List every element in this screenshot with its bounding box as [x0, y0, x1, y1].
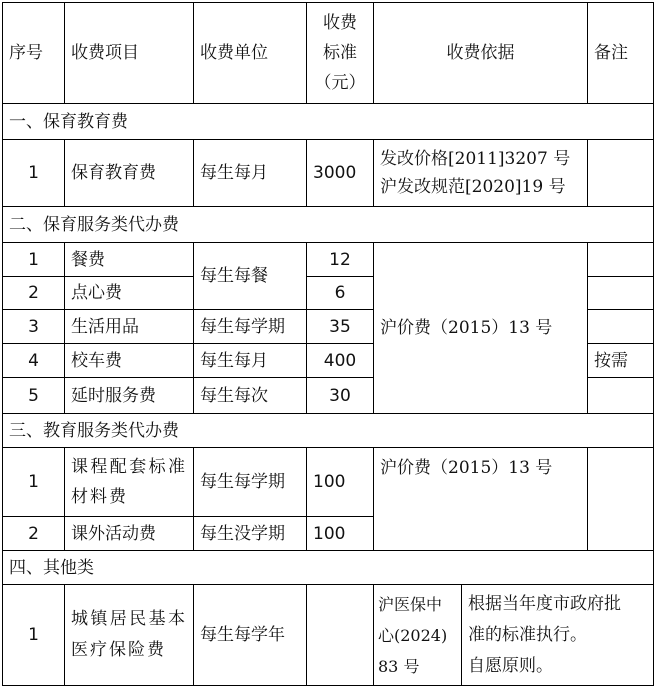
section-title: 一、保育教育费: [3, 104, 654, 140]
header-row: [3, 3, 654, 104]
row-remark: [462, 585, 654, 686]
section-title: 三、教育服务类代办费: [3, 414, 654, 448]
header-basis: 收费依据: [374, 3, 588, 104]
row-item: 课外活动费: [65, 517, 194, 551]
section-title: 二、保育服务类代办费: [3, 207, 654, 243]
row-unit: 每生每月: [194, 140, 307, 207]
row-standard: 35: [307, 310, 374, 344]
row-item: 课程配套标准材料费: [65, 448, 194, 517]
row-seq: 1: [3, 448, 65, 517]
row-seq: 1: [3, 585, 65, 686]
row-basis-l2: 心(2024): [378, 625, 448, 645]
row-item: 校车费: [65, 344, 194, 378]
row-remark: [588, 140, 654, 207]
row-seq: 1: [3, 140, 65, 207]
header-standard-l1: 收费: [323, 13, 357, 33]
row-standard: 30: [307, 378, 374, 414]
row-standard: 3000: [307, 140, 374, 207]
header-seq: 序号: [3, 3, 65, 104]
row-unit: 每生每学期: [194, 310, 307, 344]
row-remark: [588, 448, 654, 551]
row-seq: 3: [3, 310, 65, 344]
row-basis-merged: 沪价费（2015）13 号: [374, 448, 588, 551]
row-item: 城镇居民基本医疗保险费: [65, 585, 194, 686]
row-seq: 2: [3, 277, 65, 310]
row-item: 餐费: [65, 243, 194, 277]
header-item: 收费项目: [65, 3, 194, 104]
row-unit: 每生没学期: [194, 517, 307, 551]
header-standard: [307, 3, 374, 104]
header-remark: 备注: [588, 3, 654, 104]
row-item: 延时服务费: [65, 378, 194, 414]
row-item: 点心费: [65, 277, 194, 310]
row-remark: [588, 378, 654, 414]
header-standard-l3: （元）: [314, 73, 366, 93]
section-row: [3, 207, 654, 243]
section-row: [3, 414, 654, 448]
row-unit: 每生每月: [194, 344, 307, 378]
row-seq: 4: [3, 344, 65, 378]
row-basis: [374, 585, 462, 686]
row-standard: 100: [307, 448, 374, 517]
row-seq: 5: [3, 378, 65, 414]
fee-table: [2, 2, 654, 686]
section-row: [3, 104, 654, 140]
row-basis-l3: 83 号: [378, 656, 420, 676]
row-standard: 400: [307, 344, 374, 378]
row-standard: 100: [307, 517, 374, 551]
header-standard-l2: 标准: [323, 43, 357, 63]
row-standard: [307, 585, 374, 686]
row-item: 保育教育费: [65, 140, 194, 207]
row-basis-l1: 发改价格[2011]3207 号: [380, 149, 571, 169]
row-unit-merged: 每生每餐: [194, 243, 307, 310]
section-row: [3, 551, 654, 585]
row-standard: 12: [307, 243, 374, 277]
table-row: [3, 140, 654, 207]
row-remark-l2: 准的标准执行。: [468, 624, 587, 645]
row-remark: [588, 310, 654, 344]
row-seq: 1: [3, 243, 65, 277]
row-basis: [374, 140, 588, 207]
row-standard: 6: [307, 277, 374, 310]
header-unit: 收费单位: [194, 3, 307, 104]
row-remark: [588, 277, 654, 310]
row-item: 生活用品: [65, 310, 194, 344]
row-unit: 每生每学期: [194, 448, 307, 517]
table-row: [3, 448, 654, 517]
row-seq: 2: [3, 517, 65, 551]
table-row: [3, 585, 654, 686]
row-remark: [588, 243, 654, 277]
row-basis-merged: 沪价费（2015）13 号: [374, 243, 588, 414]
row-remark-l1: 根据当年度市政府批: [468, 593, 621, 614]
row-remark-l3: 自愿原则。: [468, 655, 553, 676]
row-basis-l2: 沪发改规范[2020]19 号: [380, 177, 566, 197]
row-remark: 按需: [588, 344, 654, 378]
row-unit: 每生每学年: [194, 585, 307, 686]
table-row: [3, 243, 654, 277]
row-basis-l1: 沪医保中: [378, 594, 443, 614]
row-unit: 每生每次: [194, 378, 307, 414]
section-title: 四、其他类: [3, 551, 654, 585]
